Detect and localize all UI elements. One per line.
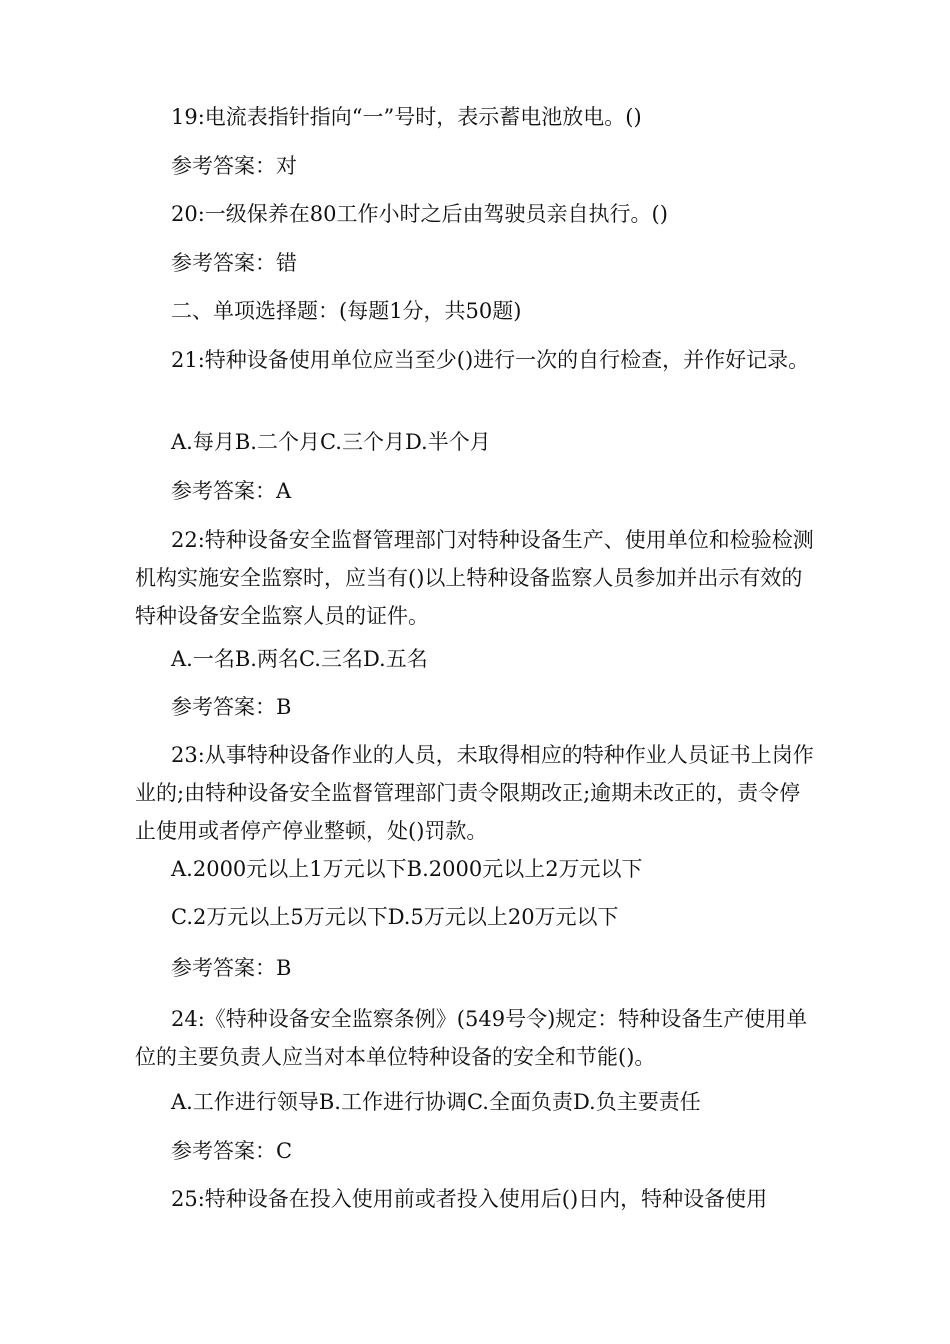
- question-19: 19:电流表指针指向“一”号时，表示蓄电池放电。(): [171, 105, 642, 129]
- options-24: A.工作进行领导B.工作进行协调C.全面负责D.负主要责任: [171, 1090, 701, 1114]
- answer-22: 参考答案：B: [171, 695, 292, 719]
- question-20: 20:一级保养在80工作小时之后由驾驶员亲自执行。(): [171, 202, 668, 226]
- answer-21: 参考答案：A: [171, 479, 292, 503]
- question-21: 21:特种设备使用单位应当至少()进行一次的自行检查，并作好记录。: [171, 348, 810, 372]
- options-22: A.一名B.两名C.三名D.五名: [171, 647, 428, 671]
- answer-23: 参考答案：B: [171, 956, 292, 980]
- options-23-cd: C.2万元以上5万元以下D.5万元以上20万元以下: [171, 905, 619, 929]
- question-25: 25:特种设备在投入使用前或者投入使用后()日内，特种设备使用: [171, 1187, 768, 1211]
- answer-19: 参考答案：对: [171, 154, 297, 178]
- options-23-ab: A.2000元以上1万元以下B.2000元以上2万元以下: [171, 857, 643, 881]
- options-21: A.每月B.二个月C.三个月D.半个月: [171, 430, 491, 454]
- question-22: 22:特种设备安全监督管理部门对特种设备生产、使用单位和检验检测机构实施安全监察时，应当有()以上特种设备监察人员参加并出示有效的特种设备安全监察人员的证件。: [135, 528, 814, 628]
- question-23: 23:从事特种设备作业的人员，未取得相应的特种作业人员证书上岗作业的;由特种设备安全监督管理部门责令限期改正;逾期未改正的，责令停止使用或者停产停业整顿，处()罚款。: [135, 743, 814, 843]
- section-heading: 二、单项选择题：(每题1分，共50题): [171, 299, 522, 323]
- question-24: 24:《特种设备安全监察条例》(549号令)规定：特种设备生产使用单位的主要负责人应当对本单位特种设备的安全和节能()。: [135, 1007, 808, 1069]
- answer-24: 参考答案：C: [171, 1139, 293, 1163]
- answer-20: 参考答案：错: [171, 251, 297, 275]
